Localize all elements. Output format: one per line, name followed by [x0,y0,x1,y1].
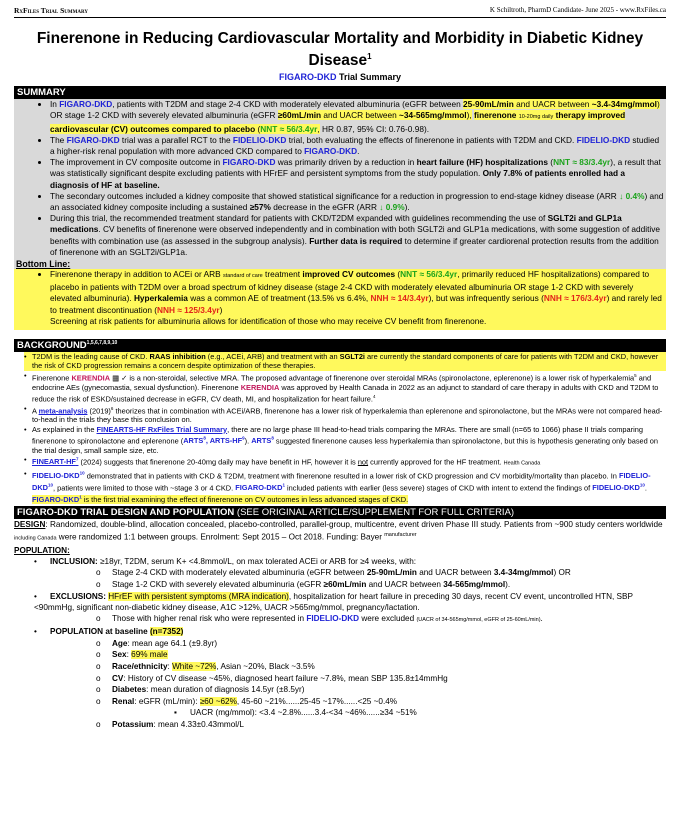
background-list [14,352,666,504]
exclusion-row: • EXCLUSIONS: HFrEF with persistent symptoms (MRA indication), hospitalization for heart failure in preceding 30 days, recent CV event, uncontrolled HTN, SBP <90mmHg, significant non-diabetic kidney disease, A1C >12%, UACR >565mg/mmol, pregnancy/lactation. [34,591,633,612]
header-right: K Schiltroth, PharmD Candidate- June 2025 - www.RxFiles.ca [489,6,666,14]
design-paragraph: DESIGN: Randomized, double-blind, allocation concealed, placebo-controlled, parallel-group, multicentre, event driven Phase III study. Patients from ~900 study centers worldwide including Canada were randomized 1:1 between groups. Enrolment: Sept 2015 – Oct 2018. Funding: Bayer $^{manufacturer}$ [14,520,663,542]
background-heading: BACKGROUND$^{1,5,6,7,8,9,10}$ [14,339,666,352]
summary-item: • The secondary outcomes included a kidney composite that showed statistical significance for a reduction in progression to end-stage kidney disease (ARR ↓ 0.4%) and an associated kidney composite including a sustained ≥57% decrease in the eGFR (ARR ↓ 0.9%). [50,191,666,213]
background-item: • FINEART-$HF^7$ (2024) suggests that finerenone 20-40mg daily may have benefit in HF, however it is not currently approved for the HF treatment. Health Canada [24,455,666,469]
baseline-diabetes: o Diabetes: mean duration of diagnosis 14.5yr (±8.5yr) [96,685,305,695]
summary-item: • During this trial, the recommended treatment standard for patients with CKD/T2DM expanded with guidelines recommending the use of SGLT2i and GLP1a medications. CV benefits of finerenone were observed independently and in combination with both SGLT2i and GLP1a medications, with some suggestion of additive benefits with combination use (as assessed in the subgroup analysis). Further data is required to determine if greater cardiorenal protection results from the addition of finerenone with an SGLT2i/GLP1a. [50,213,666,258]
summary-item: • The improvement in CV composite outcome in FIGARO-DKD was primarily driven by a reduction in heart failure (HF) hospitalizations (NNT ≈ 83/3.4yr), a result that was statistically significant despite excluding patients with HFrEF and persistent symptoms from the study population. Only 7.8% of patients enrolled had a diagnosis of HF at baseline. [50,157,666,191]
baseline-sex: o Sex: 69% male [96,650,168,660]
baseline-cv: o CV: History of CV disease ~45%, diagnosed heart failure ~7.8%, mean SBP 135.8±14mmHg [96,673,448,683]
bottom-line-list [14,269,666,330]
summary-box [14,99,666,330]
page-title [14,30,666,70]
baseline-potassium: o Potassium: mean 4.33±0.43mmol/L [96,719,244,729]
summary-list [14,99,666,258]
page-subtitle [14,72,666,82]
population-label: POPULATION: [14,545,70,555]
inclusion-criterion-1: o Stage 2-4 CKD with moderately elevated albuminuria (eGFR between 25-90mL/min and UACR between 3.4-34mg/mmol) OR [96,568,571,578]
subtitle-trial: FIGARO-DKD [278,72,337,83]
design-heading: FIGARO-DKD TRIAL DESIGN AND POPULATION (SEE ORIGINAL ARTICLE/SUPPLEMENT FOR FULL CRITERIA) [14,506,666,519]
background-item: • Finerenone KERENDIA ▦ ✓ is a non-steroidal, selective MRA. The proposed advantage of finerenone over steroidal MRAs (spironolactone, eplerenone) is a lower risk of hyperkalemia$^5$ and endocrine AEs (gynecomastia, sexual dysfunction). Finerenone KERENDIA was approved by Health Canada in 2022 as an adjunct to standard of care therapy in adults with CKD and T2DM to reduce the risk of ESKD/sustained decrease in eGFR, CV death, MI, and hospitalization for heart failure.$^4$ [24,371,666,404]
summary-item: • The FIGARO-DKD trial was a parallel RCT to the FIDELIO-DKD trial, both evaluating the effects of finerenone in patients with T2DM and CKD. FIDELIO-DKD studied a higher-risk renal population with more advanced CKD compared to FIGARO-DKD. [50,135,666,157]
inclusion-criterion-2: o Stage 1-2 CKD with severely elevated albuminuria (eGFR ≥60mL/min and UACR between 34-565mg/mmol). [96,580,511,589]
background-item: • A meta-analysis $(2019)^6$ theorizes that in combination with ACEi/ARB, finerenone has a lower risk of hyperkalemia than eplerenone and spironolactone, but the MRAs were not compared head-to-head in the trials they base this conclusion on. [24,404,666,425]
title-text: Finerenone in Reducing Cardiovascular Mortality and Morbidity in Diabetic Kidney Disease [36,30,644,70]
bottom-line-item: • Finerenone therapy in addition to ACEi or ARB standard of care treatment improved CV outcomes (NNT ≈ 56/3.4yr, primarily reduced HF hospitalizations) compared to placebo in patients with T2DM over a broad spectrum of kidney disease (stage 2-4 CKD with moderately elevated albuminuria OR stage 1-2 CKD with severely elevated albuminuria). Hyperkalemia was a common AE of treatment (13.5% vs 6.4%, NNH ≈ 14/3.4yr), but was infrequently serious (NNH ≈ 176/3.4yr) and rarely led to treatment discontinuation (NNH ≈ 125/3.4yr) Screening at risk patients for albuminuria allows for identification of those who may receive CV benefit from finerenone. [50,269,666,327]
exclusion-sub: o Those with higher renal risk who were represented in FIDELIO-DKD were excluded (UACR of 34-565mg/mmol, eGFR of 25-60mL/min). [96,613,543,623]
baseline-renal: o Renal: eGFR (mL/min): ≥60 ~62%, 45-60 ~21%......25-45 ~17%......<25 ~0.4% [96,696,398,706]
background-item: • T2DM is the leading cause of CKD. RAAS inhibition (e.g., ACEi, ARB) and treatment with an SGLT2i are currently the standard components of care for patients with T2DM and CKD, however the risk of CKD progression remains a concern despite optimization of these therapies. [24,352,666,371]
header-left: RxFiles Trial Summary [14,6,89,15]
title-ref: 1 [367,52,372,61]
background-item: • As explained in the FINEARTS-HF RxFiles Trial Summary, there are no large phase III head-to-head trials comparing the MRAs. There are small (n=65 to 1066) phase II trials comparing finerenone to spironolactone and eplerenone (ARTS$^8$, ARTS-$HF^9$). ARTS$^8$ suggested finerenone causes less hyperkalemia than spironolactone, but this is hypothesis generating only based on the trial design, small sample size, etc. [24,425,666,455]
background-item: • FIDELIO-DKD$^{10}$ demonstrated that in patients with CKD & T2DM, treatment with finerenone resulted in a lower risk of CKD progression and CV morbidity/mortality than placebo. In FIDELIO-DKD$^{10}$, patients were limited to those with ~stage 3 or 4 CKD. FIGARO-DKD$^1$ included patients with earlier (less severe) stages of CKD with intent to extend the findings of FIDELIO-DKD$^{10}$. FIGARO-DKD$^1$ is the first trial examining the effect of finerenone on CV outcomes in less advanced stages of CKD. [24,469,666,504]
subtitle-suffix: Trial Summary [336,72,402,83]
baseline-age: o Age: mean age 64.1 (±9.8yr) [96,638,218,648]
baseline-row: • POPULATION at baseline (n=7352) [34,627,184,637]
baseline-race: o Race/ethnicity: White ~72%, Asian ~20%, Black ~3.5% [96,661,315,671]
running-header [14,0,666,18]
baseline-uacr: ▪ UACR (mg/mmol): <3.4 ~2.8%......3.4-<34 ~46%......≥34 ~51% [174,708,417,718]
bottom-line-label: Bottom Line: [16,259,71,269]
summary-heading: SUMMARY [14,86,666,99]
inclusion-row: • INCLUSION: ≥18yr, T2DM, serum K+ <4.8mmol/L, on max tolerated ACEi or ARB for ≥4 weeks, with: [34,556,417,566]
summary-item: • In FIGARO-DKD, patients with T2DM and stage 2-4 CKD with moderately elevated albuminuria (eGFR between 25-90mL/min and UACR between ~3.4-34mg/mmol) OR stage 1-2 CKD with severely elevated albuminuria (eGFR ≥60mL/min and UACR between ~34-565mg/mmol), finerenone 10-20mg daily therapy improved cardiovascular (CV) outcomes compared to placebo (NNT ≈ 56/3.4yr, HR 0.87, 95% CI: 0.76-0.98). [50,99,666,135]
